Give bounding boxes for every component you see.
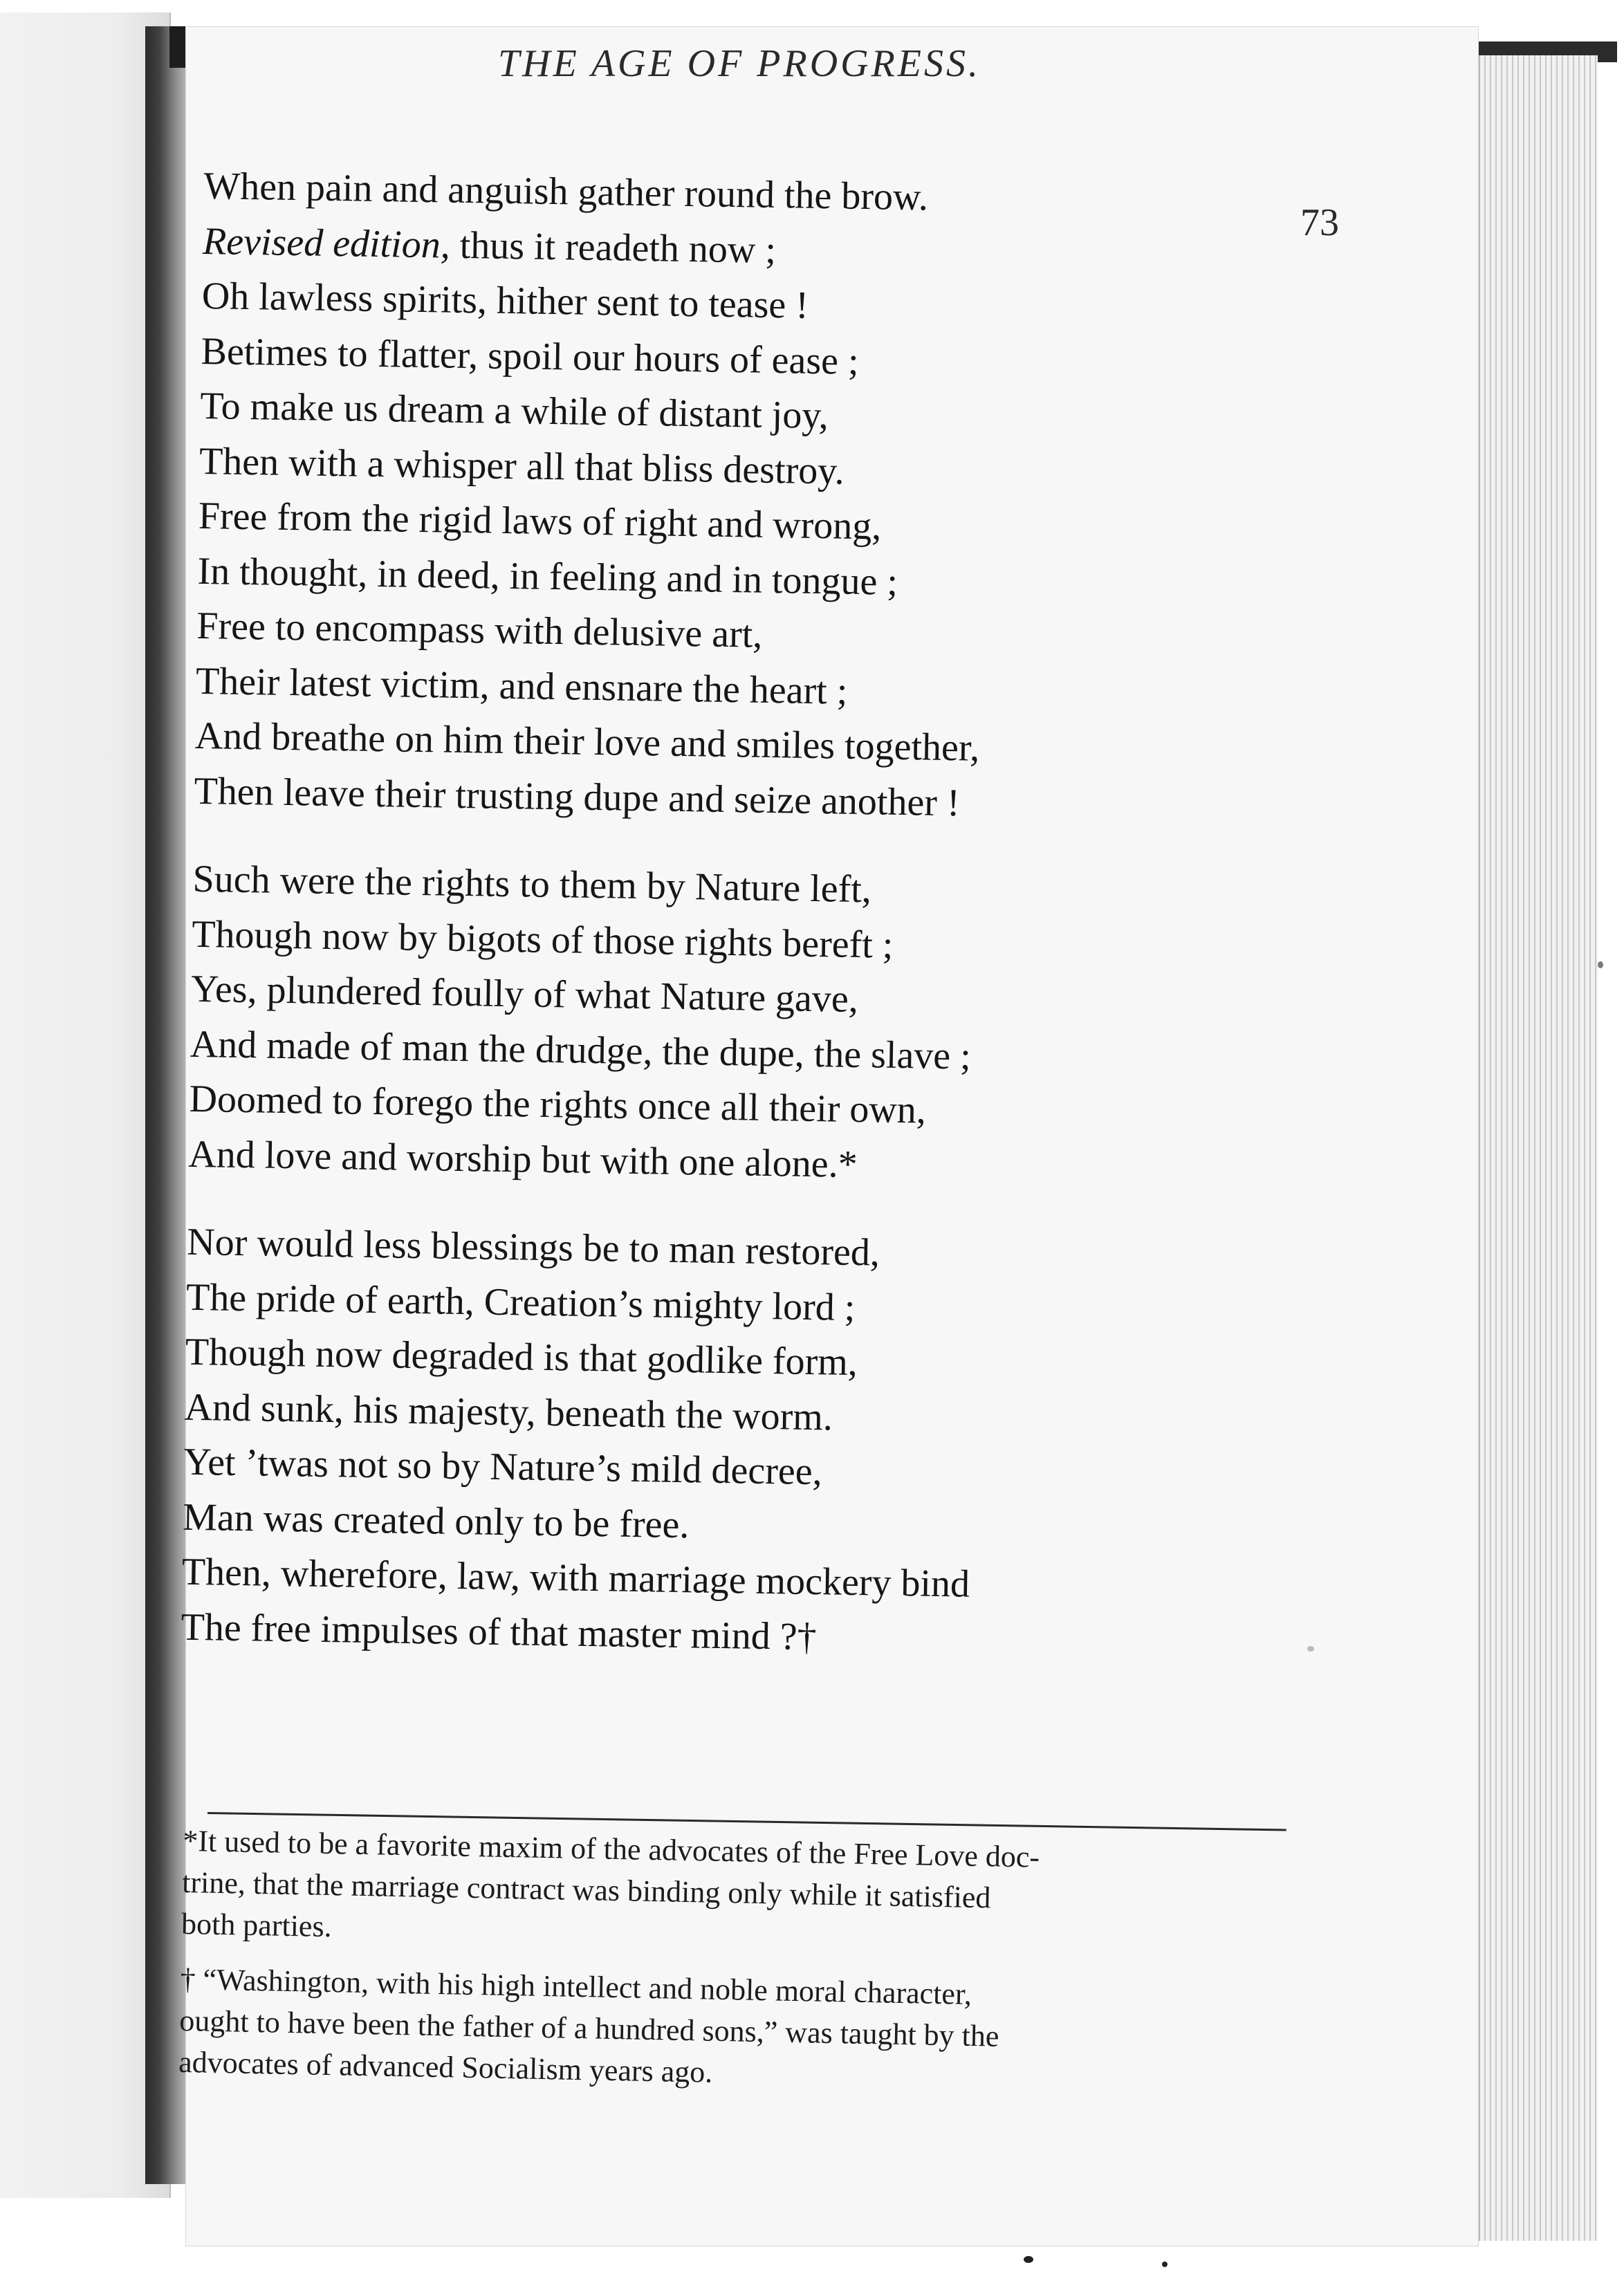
verse-text: Free to encompass with delusive art, [196, 604, 763, 656]
verse-text: The pride of earth, Creation’s mighty lord ; [185, 1275, 856, 1329]
verse-text: Nor would less blessings be to man restored, [186, 1220, 880, 1275]
footnote-line: advocates of advanced Socialism years ago. [178, 2044, 713, 2089]
verse-text: Such were the rights to them by Nature left, [192, 857, 872, 912]
verse-italic-prefix: Revised edition, [202, 219, 451, 267]
verse-text: To make us dream a while of distant joy, [199, 384, 829, 438]
verse-text: Then with a whisper all that bliss destroy. [199, 439, 845, 493]
footnote-line: *It used to be a favorite maxim of the advocates of the Free Love doc- [182, 1823, 1040, 1874]
speck [1598, 961, 1603, 968]
stanza [194, 159, 1311, 836]
verse-text: Oh lawless spirits, hither sent to tease ! [201, 274, 809, 327]
verse-text: And breathe on him their love and smiles together, [194, 714, 980, 770]
book-gutter [145, 26, 188, 2184]
verse-text: Though now degraded is that godlike form, [185, 1330, 858, 1385]
speck [1307, 1646, 1314, 1652]
footnote-line: trine, that the marriage contract was binding only while it satisfied [181, 1865, 991, 1915]
verse-text: And made of man the drudge, the dupe, the slave ; [190, 1022, 972, 1078]
verse-text: Man was created only to be free. [182, 1495, 690, 1546]
running-head: THE AGE OF PROGRESS. [498, 42, 981, 85]
speck [1162, 2262, 1168, 2267]
verse-text: Their latest victim, and ensnare the heart ; [195, 659, 848, 713]
verse-text: Betimes to flatter, spoil our hours of ease ; [201, 329, 860, 383]
verse-text: thus it readeth now ; [450, 223, 777, 272]
poem-body [180, 159, 1311, 1706]
footnote-line: ought to have been the father of a hundred sons,” was taught by the [178, 2003, 999, 2053]
verse-text: Yes, plundered foully of what Nature gave, [190, 967, 859, 1022]
footnote-line: both parties. [181, 1906, 333, 1944]
stanza [188, 852, 1300, 1199]
verse-text: Free from the rigid laws of right and wrong, [198, 494, 882, 548]
verse-text: Doomed to forego the rights once all their own, [189, 1077, 927, 1132]
footnote-line: † “Washington, with his high intellect and noble moral character, [180, 1961, 972, 2011]
verse-text: And love and worship but with one alone.* [187, 1132, 858, 1186]
speck [1024, 2256, 1033, 2263]
verse-text: Yet ’twas not so by Nature’s mild decree, [183, 1440, 823, 1494]
verse-text: Then leave their trusting dupe and seize another ! [194, 769, 961, 824]
verse-text: In thought, in deed, in feeling and in tongue ; [197, 549, 898, 604]
stanza [181, 1215, 1294, 1672]
page-edges [1479, 55, 1598, 2241]
verse-text: When pain and anguish gather round the brow. [203, 164, 929, 219]
page-number: 73 [1300, 201, 1339, 244]
verse-text: Though now by bigots of those rights bereft ; [191, 912, 894, 967]
verse-text: The free impulses of that master mind ?† [181, 1605, 818, 1658]
verse-text: And sunk, his majesty, beneath the worm. [184, 1385, 833, 1439]
verse-text: Then, wherefore, law, with marriage mockery bind [181, 1550, 970, 1606]
footnotes [178, 1820, 1304, 2105]
